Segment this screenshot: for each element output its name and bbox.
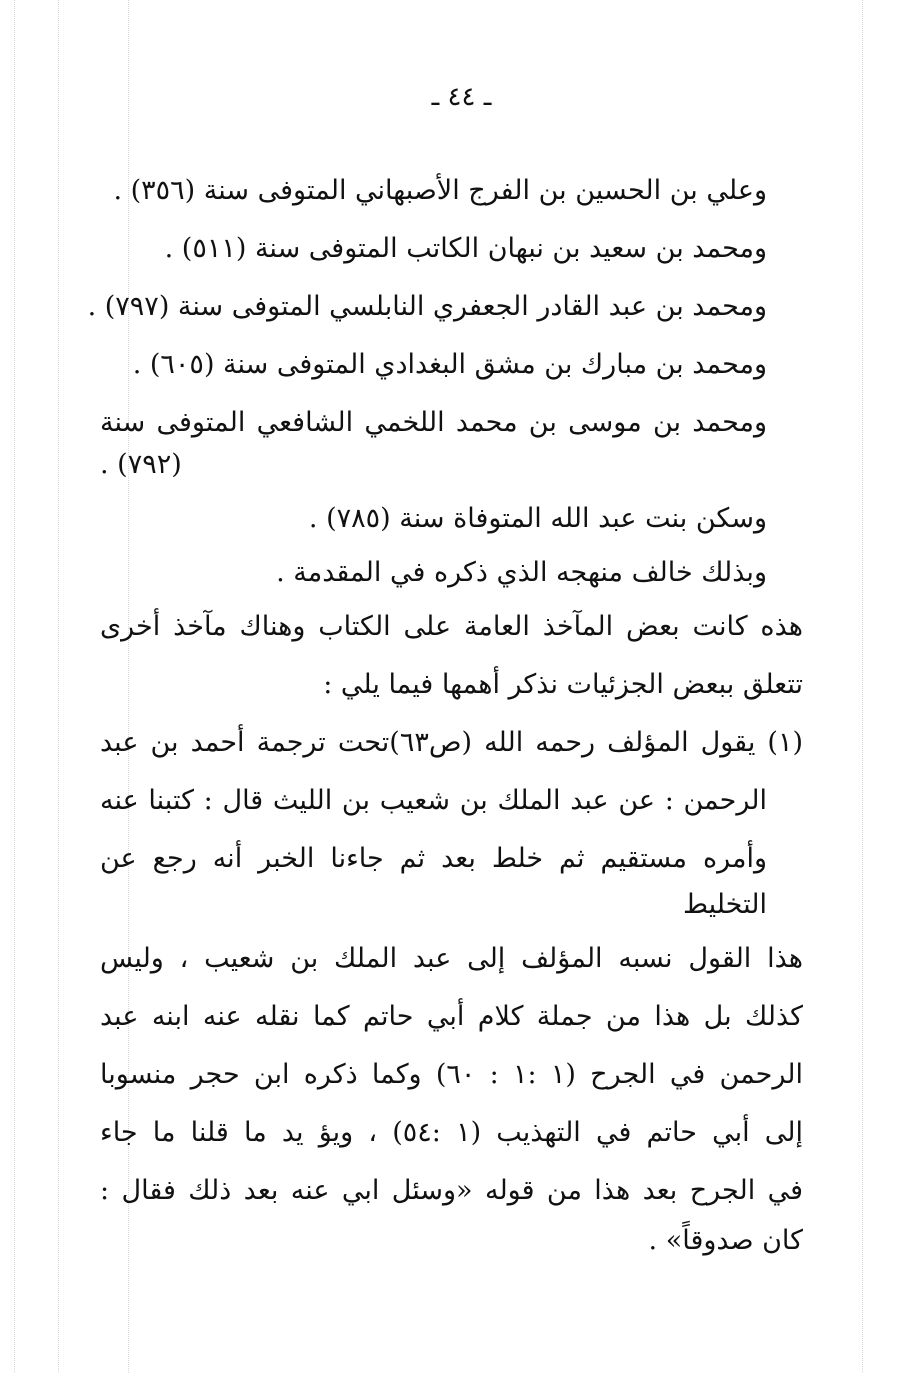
text-line: (٧٩٢) .: [100, 449, 182, 480]
page-number: ـ ٤٤ ـ: [431, 82, 492, 112]
text-line: التخليط: [682, 889, 767, 920]
text-line: الرحمن في الجرح (١ :١ : ٦٠) وكما ذكره ابن حجر منسوبا: [100, 1059, 803, 1090]
text-line: ومحمد بن مبارك بن مشق البغدادي المتوفى سنة (٦٠٥) .: [132, 349, 767, 380]
text-line: الرحمن : عن عبد الملك بن شعيب بن الليث قال : كتبنا عنه: [100, 785, 767, 816]
scan-artifact: [862, 0, 863, 1373]
text-line: ومحمد بن موسى بن محمد اللخمي الشافعي المتوفى سنة: [100, 407, 767, 438]
text-line: إلى أبي حاتم في التهذيب (١ :٥٤) ، ويؤ يد ما قلنا ما جاء: [100, 1117, 803, 1148]
text-line: وبذلك خالف منهجه الذي ذكره في المقدمة .: [276, 557, 767, 588]
text-line: وسكن بنت عبد الله المتوفاة سنة (٧٨٥) .: [308, 503, 767, 534]
text-line: وعلي بن الحسين بن الفرج الأصبهاني المتوفى سنة (٣٥٦) .: [113, 175, 767, 206]
scan-artifact: [58, 0, 59, 1373]
text-line: في الجرح بعد هذا من قوله «وسئل ابي عنه بعد ذلك فقال :: [100, 1175, 803, 1206]
text-line: ومحمد بن عبد القادر الجعفري النابلسي المتوفى سنة (٧٩٧) .: [87, 291, 767, 322]
scan-artifact: [14, 0, 15, 1373]
text-line: كذلك بل هذا من جملة كلام أبي حاتم كما نقله عنه ابنه عبد: [100, 1001, 803, 1032]
text-line: كان صدوقاً» .: [648, 1225, 803, 1256]
text-line: هذه كانت بعض المآخذ العامة على الكتاب وهناك مآخذ أخرى: [100, 611, 803, 642]
text-line: (١) يقول المؤلف رحمه الله (ص٦٣)تحت ترجمة أحمد بن عبد: [100, 727, 803, 758]
text-line: تتعلق ببعض الجزئيات نذكر أهمها فيما يلي :: [323, 669, 803, 700]
text-line: ومحمد بن سعيد بن نبهان الكاتب المتوفى سنة (٥١١) .: [164, 233, 767, 264]
text-line: هذا القول نسبه المؤلف إلى عبد الملك بن شعيب ، وليس: [100, 943, 803, 974]
text-line: وأمره مستقيم ثم خلط بعد ثم جاءنا الخبر أنه رجع عن: [100, 843, 767, 874]
